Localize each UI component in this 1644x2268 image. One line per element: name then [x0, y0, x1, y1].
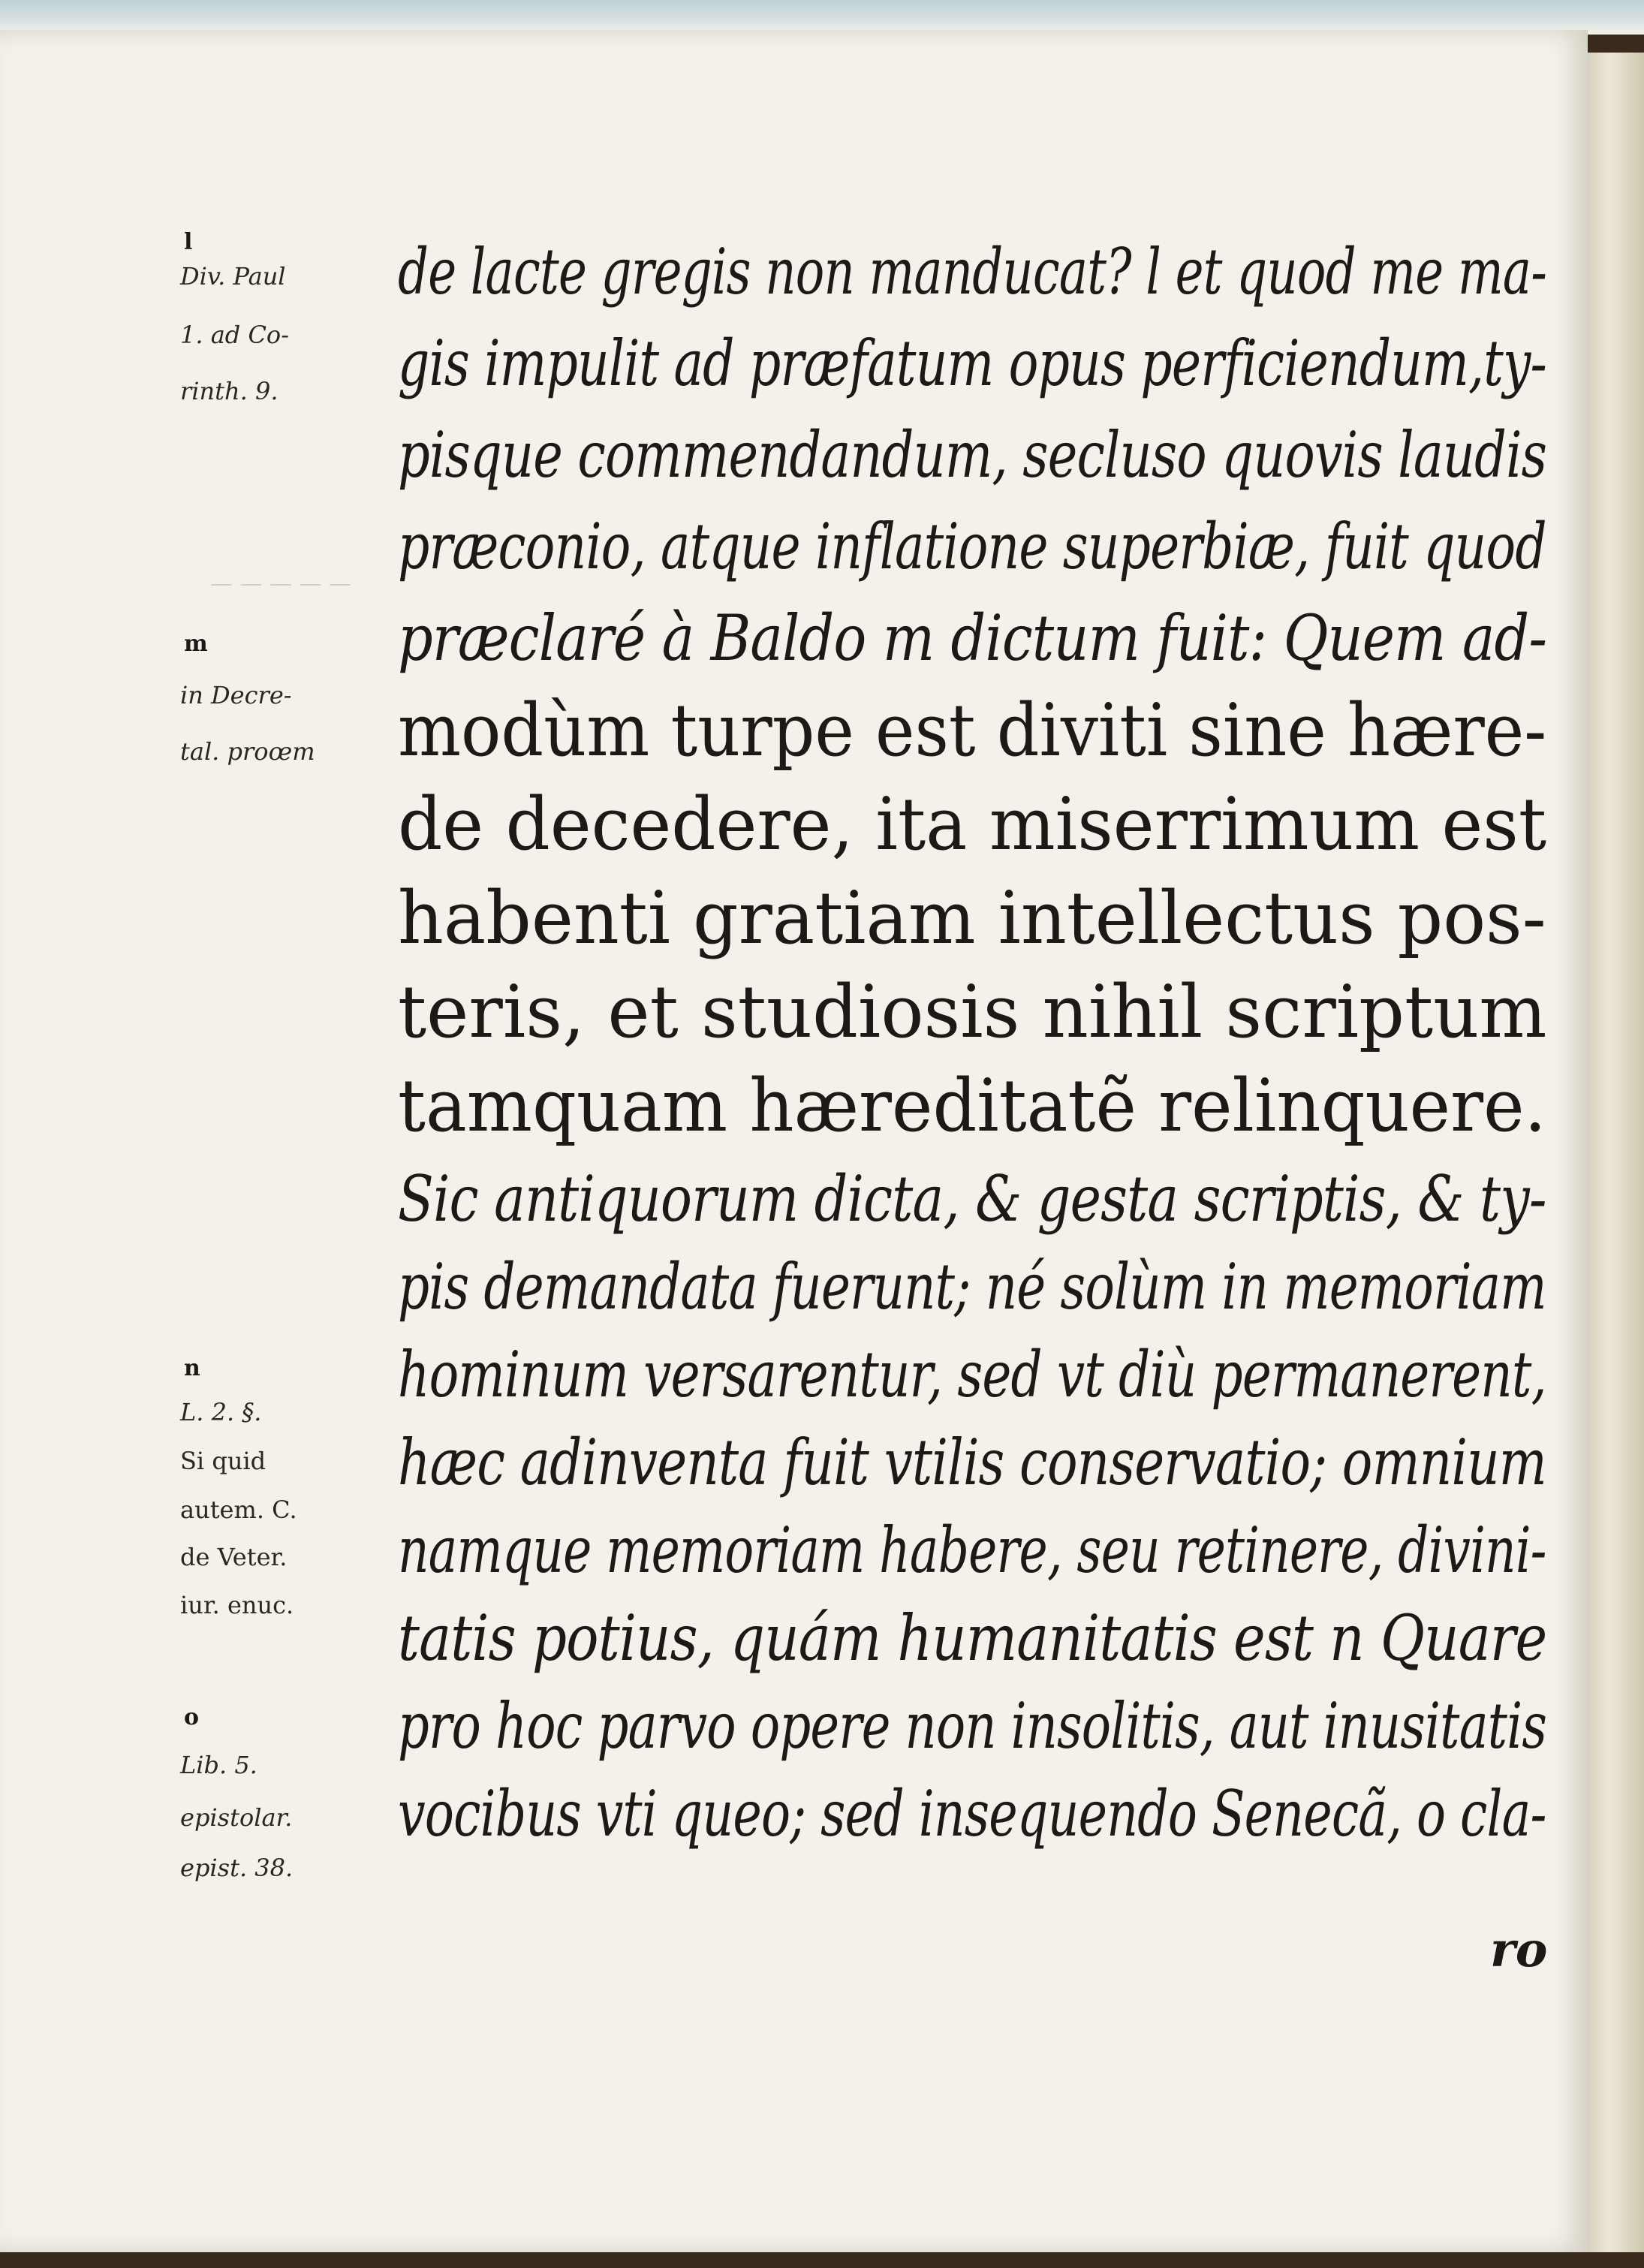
text-line-12: pis demandata fuerunt; né solùm in memoriam [398, 1250, 1546, 1324]
note-mark-o: o [184, 1704, 200, 1730]
text-line-9: teris, et studiosis nihil scriptum [398, 970, 1547, 1054]
note-o-line-3: epist. 38. [180, 1854, 294, 1882]
text-line-8: habenti gratiam intellectus pos- [398, 876, 1546, 960]
book-page [0, 30, 1588, 2252]
note-l-line-1: Div. Paul [180, 262, 286, 291]
text-line-16: tatis potius, quám humanitatis est n Quare [398, 1601, 1547, 1675]
text-line-1: de lacte gregis non manducat? l et quod me ma- [398, 235, 1547, 309]
note-mark-m: m [184, 631, 208, 657]
note-m-line-1: in Decre- [180, 681, 292, 709]
note-n-line-5: iur. enuc. [180, 1591, 294, 1619]
text-line-3: pisque commendandum, secluso quovis laudis [398, 418, 1547, 492]
note-mark-n: n [184, 1355, 200, 1381]
note-n-line-1: L. 2. §. [180, 1398, 262, 1426]
note-n-line-4: de Veter. [180, 1543, 288, 1571]
note-mark-l: l [184, 229, 193, 255]
text-line-10: tamquam hæreditatẽ relinquere. [398, 1064, 1546, 1148]
text-line-13: hominum versarentur, sed vt diù permanerent, [398, 1338, 1546, 1411]
text-line-17: pro hoc parvo opere non insolitis, aut inusitatis [398, 1689, 1547, 1763]
text-line-5: præclaré à Baldo m dictum fuit: Quem ad- [398, 601, 1547, 675]
show-through: — — — — — [210, 571, 352, 597]
note-n-line-3: autem. C. [180, 1495, 297, 1524]
note-l-line-2: 1. ad Co- [180, 321, 289, 349]
text-line-2: gis impulit ad præfatum opus perficiendum,ty- [398, 327, 1547, 400]
note-o-line-2: epistolar. [180, 1803, 293, 1832]
text-line-7: de decedere, ita miserrimum est [398, 782, 1547, 866]
note-m-line-2: tal. proœm [180, 737, 315, 766]
note-l-line-3: rinth. 9. [180, 377, 279, 405]
page-fore-edge [1588, 53, 1644, 2252]
catchword: ro [1490, 1922, 1548, 1978]
text-line-11: Sic antiquorum dicta, & gesta scriptis, & ty- [398, 1162, 1546, 1236]
text-line-6: modùm turpe est diviti sine hære- [398, 688, 1547, 773]
text-line-14: hæc adinventa fuit vtilis conservatio; omnium [398, 1426, 1546, 1499]
text-line-15: namque memoriam habere, seu retinere, divini- [398, 1514, 1546, 1587]
text-line-18: vocibus vti queo; sed insequendo Senecã, o cla- [398, 1777, 1546, 1851]
note-n-line-2: Si quid [180, 1447, 266, 1475]
text-line-4: præconio, atque inflatione superbiæ, fuit quod [398, 510, 1546, 583]
note-o-line-1: Lib. 5. [180, 1751, 257, 1779]
